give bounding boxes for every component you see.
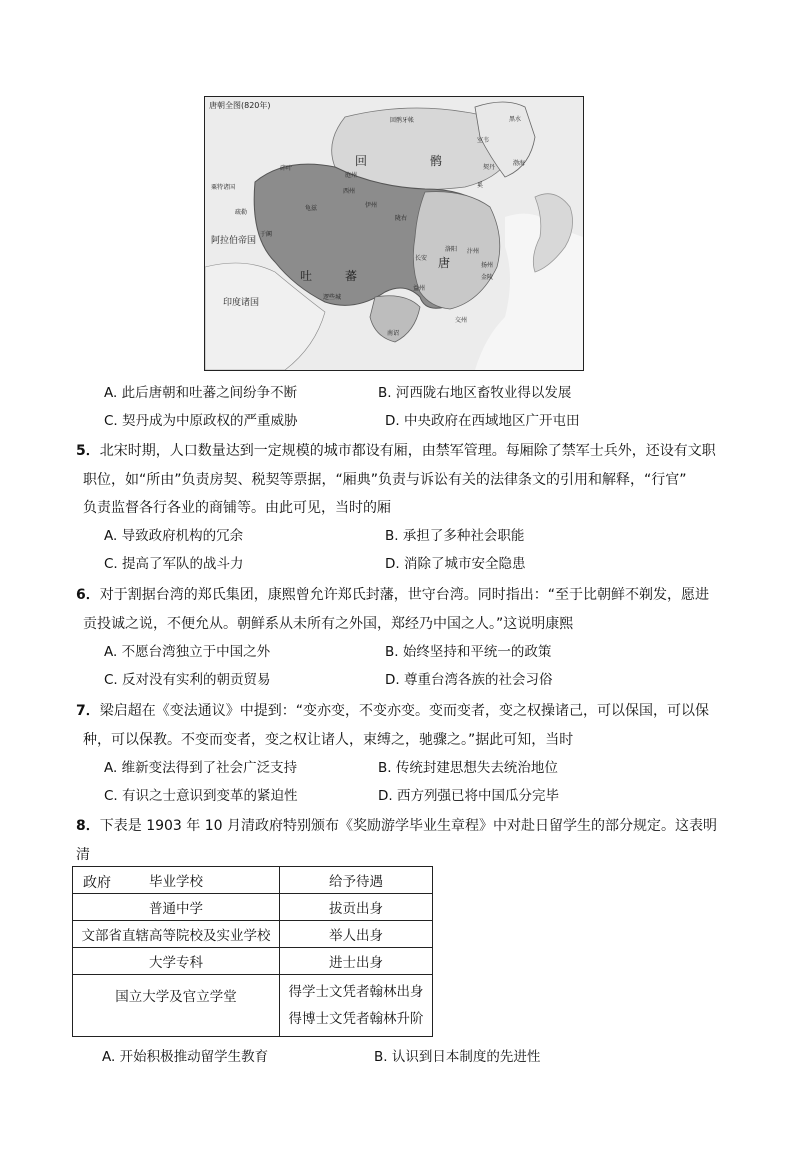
q6-line-1: 对于割据台湾的郑氏集团，康熙曾允许郑氏封藩，世守台湾。同时指出：“至于比朝鲜不剃发，愿进: [99, 587, 710, 603]
label-yizhou2: 伊州: [365, 202, 378, 209]
label-shule: 疏勒: [235, 209, 248, 216]
q8-option-b[interactable]: B. 认识到日本制度的先进性: [374, 1049, 541, 1065]
q7-option-d[interactable]: D. 西方列强已将中国瓜分完毕: [378, 788, 559, 804]
label-bohai: 渤海: [513, 160, 526, 167]
q5-line-1: 北宋时期，人口数量达到一定规模的城市都设有厢，由禁军管理。每厢除了禁军士兵外，还设有文职: [99, 443, 716, 459]
table-cell: 文部省直辖高等院校及实业学校: [73, 921, 280, 948]
tang-map: [204, 96, 584, 371]
label-kucha: 龟兹: [305, 205, 318, 212]
q4-option-b[interactable]: B. 河西陇右地区畜牧业得以发展: [378, 385, 572, 401]
q6-option-b[interactable]: B. 始终坚持和平统一的政策: [385, 644, 552, 660]
label-yutian: 于阗: [260, 231, 273, 238]
q8-table: [72, 866, 433, 1037]
table-row: [73, 894, 433, 921]
table-row: [73, 948, 433, 975]
q6-number: 6．: [76, 587, 100, 603]
label-yangzhou: 扬州: [481, 262, 494, 269]
label-xizhou: 西州: [343, 188, 356, 195]
table-header-row: [73, 867, 433, 894]
treatment-line-1: 得学士文凭者翰林出身: [288, 983, 424, 1000]
q4-option-c[interactable]: C. 契丹成为中原政权的严重威胁: [104, 413, 298, 429]
label-tang: 唐: [438, 256, 451, 270]
label-heishui: 黑水: [509, 116, 522, 123]
label-huihu-city: 回鹘牙帐: [390, 117, 415, 124]
q7-option-a[interactable]: A. 维新变法得到了社会广泛支持: [104, 760, 298, 776]
table-row: [73, 975, 433, 1037]
map-drawing: [205, 97, 583, 370]
table-cell: 大学专科: [73, 948, 280, 975]
q7-number: 7．: [76, 703, 100, 719]
label-arab: 阿拉伯帝国: [211, 236, 257, 246]
q5-option-b[interactable]: B. 承担了多种社会职能: [385, 528, 525, 544]
label-xi: 奚: [477, 182, 484, 189]
label-luoxiecheng: 逻些城: [323, 294, 342, 301]
label-yizhou: 益州: [413, 285, 426, 292]
label-changan: 长安: [415, 255, 428, 262]
q6-option-a[interactable]: A. 不愿台湾独立于中国之外: [104, 644, 271, 660]
label-bianzhou: 汴州: [467, 248, 480, 255]
label-huihu-a: 回: [355, 154, 368, 168]
label-suiye: 碎叶: [280, 165, 293, 172]
q8-option-a[interactable]: A. 开始积极推动留学生教育: [102, 1049, 269, 1065]
label-tubo-b: 蕃: [345, 269, 358, 283]
table-cell: 进士出身: [280, 948, 433, 975]
q7-line-2: 种，可以保教。不变而变者，变之权让诸人，束缚之，驰骤之。”据此可知，当时: [83, 731, 574, 748]
table-header-school: 毕业学校: [73, 867, 280, 894]
table-row: [73, 921, 433, 948]
q5-option-d[interactable]: D. 消除了城市安全隐患: [385, 556, 526, 572]
question-7: [76, 697, 726, 754]
q8-line-1: 下表是 1903 年 10 月清政府特别颁布《奖励游学毕业生章程》中对赴日留学生的部分规定。这表明清: [76, 818, 717, 863]
q8-number: 8．: [76, 818, 100, 834]
label-nanzhao: 南诏: [387, 330, 400, 337]
question-5: [76, 437, 726, 523]
treatment-line-2: 得博士文凭者翰林升阶: [288, 1010, 424, 1027]
label-india: 印度诸国: [223, 298, 260, 308]
q6-option-c[interactable]: C. 反对没有实利的朝贡贸易: [104, 672, 271, 688]
q8-line-2: 政府: [83, 875, 111, 891]
q7-option-b[interactable]: B. 传统封建思想失去统治地位: [378, 760, 558, 776]
q5-number: 5．: [76, 443, 100, 459]
label-jinling: 金陵: [481, 274, 494, 281]
map-title: 唐朝全图(820年): [209, 101, 271, 110]
q5-line-3: 负责监督各行各业的商铺等。由此可见，当时的厢: [83, 500, 391, 516]
label-luoyang: 洛阳: [445, 246, 458, 253]
label-huihu-b: 鹘: [430, 154, 443, 168]
table-header-treatment: 给予待遇: [280, 867, 433, 894]
q5-option-c[interactable]: C. 提高了军队的战斗力: [104, 556, 244, 572]
table-cell-last-treatment: [280, 975, 433, 1037]
q7-option-c[interactable]: C. 有识之士意识到变革的紧迫性: [104, 788, 298, 804]
q7-line-1: 梁启超在《变法通议》中提到：“变亦变，不变亦变。变而变者，变之权操诸己，可以保国，可以保: [99, 703, 710, 719]
q6-line-2: 贡投诚之说，不便允从。朝鲜系从未所有之外国，郑经乃中国之人。”这说明康熙: [83, 615, 574, 632]
label-qidan: 契丹: [483, 164, 496, 171]
q5-line-2: 职位，如“所由”负责房契、税契等票据，“厢典”负责与诉讼有关的法律条文的引用和解释，“行官”: [83, 471, 687, 488]
label-longxi: 陇右: [395, 215, 408, 222]
q6-option-d[interactable]: D. 尊重台湾各族的社会习俗: [385, 672, 553, 688]
question-6: [76, 581, 726, 638]
label-tingzhou: 庭州: [345, 172, 358, 179]
label-shiwei: 室韦: [477, 137, 490, 144]
table-cell: 举人出身: [280, 921, 433, 948]
label-sogd: 粟特诸国: [211, 184, 236, 191]
q5-option-a[interactable]: A. 导致政府机构的冗余: [104, 528, 244, 544]
label-jiaozhou: 交州: [455, 317, 468, 324]
table-cell: 拔贡出身: [280, 894, 433, 921]
table-cell-last-school: 国立大学及官立学堂: [73, 975, 280, 1037]
label-tubo-a: 吐: [300, 269, 313, 283]
q4-option-a[interactable]: A. 此后唐朝和吐蕃之间纷争不断: [104, 385, 298, 401]
q4-option-d[interactable]: D. 中央政府在西域地区广开屯田: [385, 413, 580, 429]
table-cell: 普通中学: [73, 894, 280, 921]
